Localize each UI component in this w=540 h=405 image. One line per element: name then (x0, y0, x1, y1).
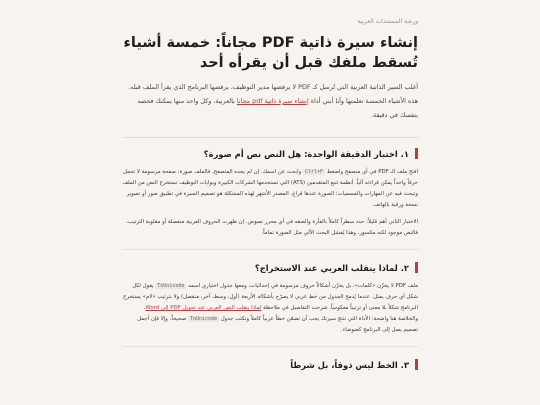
s2p1-text-a: ملف PDF لا يخزّن «كلمات»، بل يخزّن أشكالاً حروف مرسومة في إحداثيات، ومعها جدول اختياري اسمه (186, 283, 418, 289)
section-3-heading-text: ٣. الخط ليس ذوقاً، بل شرطاً (290, 359, 409, 370)
accent-bar (415, 359, 418, 370)
section-1-paragraph-1 (122, 167, 418, 211)
section-separator (122, 346, 418, 347)
s1p1-text-b: وابحث عن اسمك. إن لم يجده المتصفح، فالملف صورة: صفحة مرسومة لا تحمل حرفاً واحداً يمكن قراءته آلياً. أنظمة تتبع المتقدمين (ATS) التي تستخدمها الشركات الكبيرة وبوابات التوظيف تستخرج النص من الملف وتبحث فيه عن المهارات والمسميات؛ الصورة عندها فراغ. المصدر الأشهر لهذه المشكلة هو تصميم السيرة في تطبيق صور أو تصوير نسخة ورقية بالهاتف. (122, 169, 418, 208)
section-2-paragraph-1 (122, 281, 418, 336)
accent-bar (415, 262, 418, 273)
lead-paragraph (122, 80, 418, 122)
divider (122, 137, 418, 138)
lead-text-after: بالعربية، وكل واحد منها يمكنك فحصه بنفسك في دقيقة. (137, 97, 418, 119)
page-title: إنشاء سيرة ذاتية PDF مجاناً: خمسة أشياء تُسقط ملفك قبل أن يقرأه أحد (123, 35, 418, 71)
inline-link[interactable]: لماذا ينقلب النص العربي عند تحويل PDF إلى Word (145, 305, 262, 311)
inline-code: ToUnicode (189, 316, 217, 322)
section-2 (122, 262, 418, 336)
section-2-heading (122, 262, 418, 273)
s2p1-text-c: ، والخلاصة هنا واضحة: الأداة التي تنتج سيرتك يجب أن تضمّن خطاً عربياً كاملاً وتكتب جدول (143, 305, 418, 322)
inline-code: Ctrl+F (304, 169, 324, 175)
section-1 (122, 148, 418, 239)
lead-link[interactable]: إنشاء سيرة ذاتية pdf مجانا (236, 97, 309, 105)
s1p1-text-a: افتح ملف الـ PDF في أي متصفح واضغط (325, 169, 418, 175)
section-separator (122, 249, 418, 250)
lead-text-before: أغلب السير الذاتية العربية التي تُرسل كـ PDF لا يرفضها مدير التوظيف، يرفضها البرنامج الذي يقرأ الملف قبله. هذه الأشياء الخمسة تعلمتها وأنا أبني أداة (128, 83, 418, 105)
section-2-heading-text: ٢. لماذا ينقلب العربي عند الاستخراج؟ (254, 262, 409, 273)
accent-bar (415, 148, 418, 159)
section-3-heading (122, 359, 418, 370)
s2p1-text-b: يقول لكل شكل أي حرف يمثل. عندما يُدمج الجدول من خط عربي لا يصرّح بأشكاله الأربعة (أول، وسط، آخر، منفصل) ولا بترتيب «لام» يستخرج البرنامج شكلاً بلا معنى أو ترتيباً معكوساً. شرحت التفاصيل في ملاحظة (123, 283, 418, 311)
inline-code: ToUnicode (157, 283, 185, 289)
s2p1-text-d: صحيحاً، وإلا فإن أجمل تصميم يصل إلى البرنامج كضوضاء. (137, 316, 418, 333)
section-3 (122, 359, 418, 370)
section-1-paragraph-2: الاختبار الثاني أهم قليلاً: حدد سطراً كاملاً بالفأرة والصقه في أي محرر نصوص. إن ظهرت الحروف العربية منفصلة أو مقلوبة الترتيب، فالنص موجود لكنه مكسور، وهذا يُفشل البحث الآلي مثل الصورة تماماً. (126, 219, 418, 236)
section-1-heading (122, 148, 418, 159)
breadcrumb[interactable]: ورشة المستندات العربية (357, 18, 418, 25)
section-1-heading-text: ١. اختبار الدقيقة الواحدة: هل النص نص أم صورة؟ (203, 148, 409, 159)
